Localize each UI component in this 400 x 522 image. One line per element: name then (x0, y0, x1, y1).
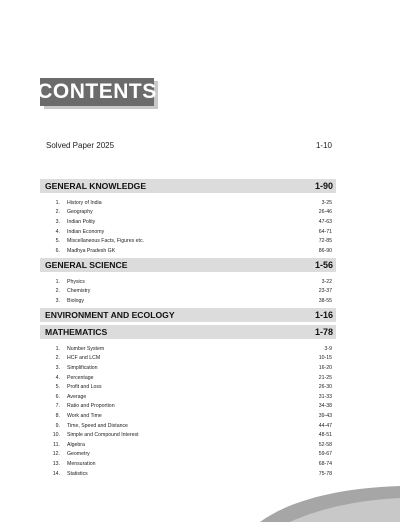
section-heading (40, 179, 336, 193)
item-title: Algebra (67, 441, 85, 448)
item-title: Number System (67, 345, 105, 352)
toc-item (40, 392, 336, 402)
item-number: 12. (52, 451, 60, 458)
solved-paper-pages: 1-10 (315, 141, 332, 150)
corner-decoration (260, 482, 400, 522)
item-title: Work and Time (67, 412, 102, 419)
item-number: 3. (55, 218, 60, 225)
item-pages: 31-33 (318, 393, 332, 400)
item-pages: 47-63 (318, 218, 332, 225)
item-number: 7. (55, 403, 60, 410)
item-title: HCF and LCM (67, 355, 101, 362)
item-title: Madhya Pradesh GK (67, 247, 116, 254)
toc-item (40, 287, 336, 297)
toc-item (40, 277, 336, 287)
item-pages: 72-85 (318, 238, 332, 245)
item-pages: 34-38 (318, 403, 332, 410)
toc-item (40, 363, 336, 373)
item-title: Biology (67, 297, 85, 304)
toc-item (40, 469, 336, 479)
section-title: MATHEMATICS (45, 327, 108, 337)
section-general-science (40, 258, 336, 306)
toc-item (40, 402, 336, 412)
item-number: 2. (55, 209, 60, 216)
item-number: 9. (55, 422, 60, 429)
item-pages: 26-30 (318, 384, 332, 391)
section-heading (40, 325, 336, 339)
item-pages: 3-25 (321, 199, 332, 206)
section-title: GENERAL SCIENCE (45, 260, 128, 270)
section-general-knowledge (40, 179, 336, 256)
item-pages: 39-43 (318, 412, 332, 419)
item-number: 6. (55, 393, 60, 400)
item-number: 11. (53, 441, 60, 448)
toc-item (40, 411, 336, 421)
section-heading (40, 258, 336, 272)
toc-item (40, 373, 336, 383)
toc-item (40, 344, 336, 354)
toc-item (40, 217, 336, 227)
item-title: Miscellaneous Facts, Figures etc. (67, 238, 144, 245)
item-number: 10. (52, 432, 60, 439)
item-title: Geometry (67, 451, 90, 458)
item-title: Chemistry (67, 288, 91, 295)
section-mathematics (40, 325, 336, 478)
item-number: 5. (55, 384, 60, 391)
toc-item (40, 382, 336, 392)
toc-item (40, 459, 336, 469)
section-environment-ecology (40, 308, 336, 322)
item-pages: 23-37 (318, 288, 332, 295)
section-title: ENVIRONMENT AND ECOLOGY (45, 310, 175, 320)
item-number: 2. (55, 288, 60, 295)
item-pages: 75-78 (318, 470, 332, 477)
toc-item (40, 236, 336, 246)
item-pages: 86-90 (318, 247, 332, 254)
item-title: Average (67, 393, 87, 400)
section-range: 1-90 (314, 181, 333, 191)
item-title: Physics (67, 278, 85, 285)
contents-title-block (37, 78, 157, 106)
toc-item (40, 450, 336, 460)
item-number: 1. (55, 199, 60, 206)
item-pages: 26-46 (318, 209, 332, 216)
item-pages: 48-51 (318, 432, 332, 439)
solved-paper-label: Solved Paper 2025 (46, 141, 115, 150)
item-number: 14. (52, 470, 60, 477)
item-title: Mensuration (67, 460, 96, 467)
item-number: 6. (55, 247, 60, 254)
item-title: Time, Speed and Distance (67, 422, 128, 429)
item-pages: 21-25 (318, 374, 332, 381)
item-title: Statistics (67, 470, 88, 477)
item-pages: 64-71 (318, 228, 332, 235)
item-pages: 10-15 (318, 355, 332, 362)
item-number: 4. (55, 374, 60, 381)
item-number: 2. (55, 355, 60, 362)
item-pages: 3-9 (324, 345, 332, 352)
toc-item (40, 246, 336, 256)
item-number: 1. (55, 278, 60, 285)
item-title: Profit and Loss (67, 384, 102, 391)
toc-item (40, 198, 336, 208)
item-title: Percentage (67, 374, 94, 381)
toc-item (40, 421, 336, 431)
toc-item (40, 440, 336, 450)
item-pages: 38-55 (318, 297, 332, 304)
section-range: 1-16 (314, 310, 333, 320)
item-number: 4. (55, 228, 60, 235)
item-number: 3. (55, 297, 60, 304)
section-range: 1-78 (314, 327, 333, 337)
section-range: 1-56 (314, 260, 333, 270)
item-number: 8. (55, 412, 60, 419)
item-number: 5. (55, 238, 60, 245)
solved-paper-entry (46, 141, 332, 150)
toc-item (40, 430, 336, 440)
item-number: 3. (55, 364, 60, 371)
item-pages: 16-20 (318, 364, 332, 371)
item-title: History of India (67, 199, 102, 206)
item-title: Indian Economy (67, 228, 105, 235)
item-pages: 3-22 (321, 278, 332, 285)
item-pages: 68-74 (318, 460, 332, 467)
item-title: Indian Polity (67, 218, 96, 225)
item-pages: 52-58 (318, 441, 332, 448)
item-title: Simplification (67, 364, 98, 371)
toc-item (40, 227, 336, 237)
toc-item (40, 208, 336, 218)
page-title: CONTENTS (40, 78, 154, 106)
section-heading (40, 308, 336, 322)
section-title: GENERAL KNOWLEDGE (45, 181, 147, 191)
toc-item (40, 354, 336, 364)
toc-item (40, 296, 336, 306)
item-number: 13. (52, 460, 60, 467)
item-pages: 44-47 (318, 422, 332, 429)
item-pages: 59-67 (318, 451, 332, 458)
item-title: Geography (67, 209, 93, 216)
item-title: Simple and Compound Interest (67, 432, 139, 439)
item-number: 1. (55, 345, 60, 352)
item-title: Ratio and Proportion (67, 403, 115, 410)
